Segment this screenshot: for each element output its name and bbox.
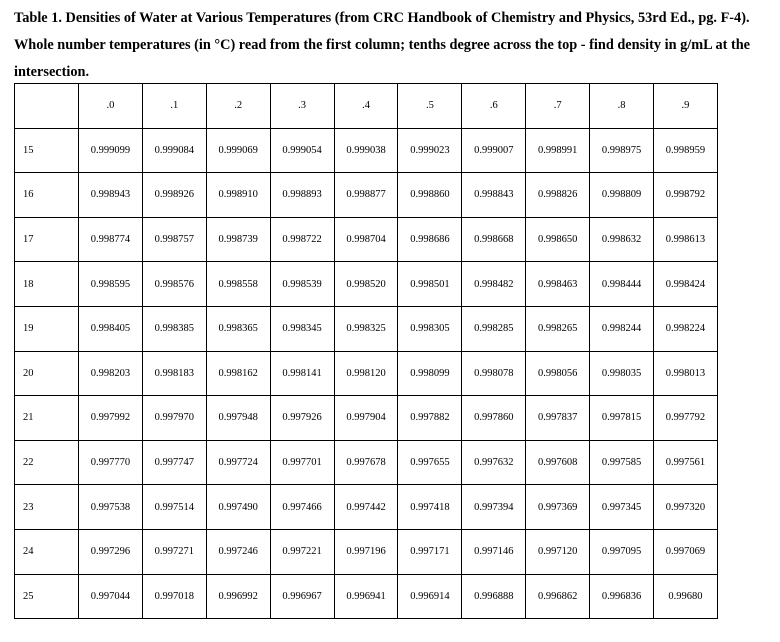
density-cell: 0.998183 [142, 351, 206, 396]
density-cell: 0.998893 [270, 173, 334, 218]
table-row [15, 217, 718, 262]
column-header: .5 [398, 84, 462, 129]
density-cell: 0.997345 [590, 485, 654, 530]
row-temperature: 22 [15, 440, 79, 485]
density-cell: 0.997018 [142, 574, 206, 619]
density-cell: 0.997271 [142, 529, 206, 574]
density-cell: 0.998013 [654, 351, 718, 396]
density-cell: 0.996914 [398, 574, 462, 619]
density-cell: 0.997196 [334, 529, 398, 574]
density-cell: 0.998224 [654, 306, 718, 351]
density-cell: 0.998877 [334, 173, 398, 218]
density-cell: 0.998792 [654, 173, 718, 218]
density-cell: 0.997044 [79, 574, 143, 619]
density-cell: 0.997561 [654, 440, 718, 485]
density-cell: 0.997608 [526, 440, 590, 485]
table-row [15, 262, 718, 307]
density-cell: 0.997069 [654, 529, 718, 574]
density-cell: 0.996941 [334, 574, 398, 619]
table-row [15, 128, 718, 173]
density-cell: 0.997171 [398, 529, 462, 574]
density-cell: 0.998650 [526, 217, 590, 262]
density-cell: 0.998757 [142, 217, 206, 262]
table-row [15, 396, 718, 441]
density-cell: 0.997701 [270, 440, 334, 485]
density-cell: 0.998959 [654, 128, 718, 173]
density-cell: 0.997538 [79, 485, 143, 530]
density-cell: 0.997837 [526, 396, 590, 441]
row-temperature: 18 [15, 262, 79, 307]
density-cell: 0.998943 [79, 173, 143, 218]
density-cell: 0.997724 [206, 440, 270, 485]
column-header: .9 [654, 84, 718, 129]
density-cell: 0.999069 [206, 128, 270, 173]
density-cell: 0.997514 [142, 485, 206, 530]
column-header: .1 [142, 84, 206, 129]
table-row [15, 574, 718, 619]
row-temperature: 25 [15, 574, 79, 619]
density-cell: 0.997146 [462, 529, 526, 574]
density-cell: 0.997120 [526, 529, 590, 574]
density-cell: 0.998975 [590, 128, 654, 173]
density-cell: 0.997585 [590, 440, 654, 485]
table-body [15, 128, 718, 619]
density-cell: 0.998405 [79, 306, 143, 351]
density-cell: 0.997747 [142, 440, 206, 485]
table-row [15, 485, 718, 530]
table-row [15, 440, 718, 485]
density-cell: 0.998056 [526, 351, 590, 396]
density-cell: 0.997926 [270, 396, 334, 441]
density-cell: 0.997770 [79, 440, 143, 485]
density-cell: 0.998162 [206, 351, 270, 396]
density-cell: 0.997815 [590, 396, 654, 441]
row-temperature: 24 [15, 529, 79, 574]
density-cell: 0.998345 [270, 306, 334, 351]
density-cell: 0.998774 [79, 217, 143, 262]
table-row [15, 351, 718, 396]
table-row [15, 529, 718, 574]
density-cell: 0.997095 [590, 529, 654, 574]
density-cell: 0.997466 [270, 485, 334, 530]
density-cell: 0.998576 [142, 262, 206, 307]
row-temperature: 21 [15, 396, 79, 441]
density-cell: 0.996836 [590, 574, 654, 619]
density-cell: 0.997221 [270, 529, 334, 574]
density-cell: 0.998613 [654, 217, 718, 262]
density-cell: 0.998265 [526, 306, 590, 351]
density-cell: 0.998595 [79, 262, 143, 307]
row-temperature: 19 [15, 306, 79, 351]
table-row [15, 173, 718, 218]
column-header: .7 [526, 84, 590, 129]
density-cell: 0.998482 [462, 262, 526, 307]
density-cell: 0.997442 [334, 485, 398, 530]
density-cell: 0.997860 [462, 396, 526, 441]
density-cell: 0.998424 [654, 262, 718, 307]
density-cell: 0.998385 [142, 306, 206, 351]
density-cell: 0.998739 [206, 217, 270, 262]
density-cell: 0.998704 [334, 217, 398, 262]
density-cell: 0.998035 [590, 351, 654, 396]
density-cell: 0.997792 [654, 396, 718, 441]
table-row [15, 306, 718, 351]
density-cell: 0.998203 [79, 351, 143, 396]
column-header: .8 [590, 84, 654, 129]
row-temperature: 17 [15, 217, 79, 262]
density-cell: 0.998444 [590, 262, 654, 307]
density-cell: 0.998991 [526, 128, 590, 173]
row-temperature: 23 [15, 485, 79, 530]
density-cell: 0.998686 [398, 217, 462, 262]
density-cell: 0.996862 [526, 574, 590, 619]
density-cell: 0.997394 [462, 485, 526, 530]
density-cell: 0.997418 [398, 485, 462, 530]
density-cell: 0.997655 [398, 440, 462, 485]
density-cell: 0.998099 [398, 351, 462, 396]
density-cell: 0.997246 [206, 529, 270, 574]
row-temperature: 16 [15, 173, 79, 218]
column-header: .3 [270, 84, 334, 129]
column-header: .4 [334, 84, 398, 129]
density-cell: 0.997882 [398, 396, 462, 441]
row-temperature: 20 [15, 351, 79, 396]
density-cell: 0.997904 [334, 396, 398, 441]
density-cell: 0.999007 [462, 128, 526, 173]
density-cell: 0.998826 [526, 173, 590, 218]
density-cell: 0.998325 [334, 306, 398, 351]
density-cell: 0.998843 [462, 173, 526, 218]
density-cell: 0.998078 [462, 351, 526, 396]
density-cell: 0.997369 [526, 485, 590, 530]
density-cell: 0.999023 [398, 128, 462, 173]
density-cell: 0.998809 [590, 173, 654, 218]
density-cell: 0.999099 [79, 128, 143, 173]
density-cell: 0.996888 [462, 574, 526, 619]
header-row [15, 84, 718, 129]
density-cell: 0.998910 [206, 173, 270, 218]
density-cell: 0.997678 [334, 440, 398, 485]
density-cell: 0.996967 [270, 574, 334, 619]
column-header: .0 [79, 84, 143, 129]
density-cell: 0.998244 [590, 306, 654, 351]
density-cell: 0.999084 [142, 128, 206, 173]
density-cell: 0.999054 [270, 128, 334, 173]
density-cell: 0.998365 [206, 306, 270, 351]
density-cell: 0.997296 [79, 529, 143, 574]
density-cell: 0.99680 [654, 574, 718, 619]
density-cell: 0.998285 [462, 306, 526, 351]
density-cell: 0.997490 [206, 485, 270, 530]
row-temperature: 15 [15, 128, 79, 173]
column-header: .6 [462, 84, 526, 129]
density-cell: 0.998539 [270, 262, 334, 307]
density-table [14, 83, 718, 619]
density-cell: 0.998141 [270, 351, 334, 396]
density-cell: 0.998520 [334, 262, 398, 307]
density-cell: 0.998926 [142, 173, 206, 218]
density-cell: 0.997632 [462, 440, 526, 485]
density-cell: 0.997948 [206, 396, 270, 441]
density-cell: 0.998632 [590, 217, 654, 262]
density-cell: 0.998501 [398, 262, 462, 307]
table-caption: Table 1. Densities of Water at Various Temperatures (from CRC Handbook of Chemistry and Physics, 53rd Ed., pg. F-4). Whole number temperatures (in °C) read from the first column; tenths degree across the top - find density in g/mL at the intersection. [14, 10, 751, 80]
density-cell: 0.998668 [462, 217, 526, 262]
density-cell: 0.998305 [398, 306, 462, 351]
density-cell: 0.996992 [206, 574, 270, 619]
density-cell: 0.997970 [142, 396, 206, 441]
density-cell: 0.997992 [79, 396, 143, 441]
density-cell: 0.997320 [654, 485, 718, 530]
corner-cell [15, 84, 79, 129]
density-cell: 0.998558 [206, 262, 270, 307]
column-header: .2 [206, 84, 270, 129]
density-cell: 0.998722 [270, 217, 334, 262]
density-cell: 0.998120 [334, 351, 398, 396]
density-cell: 0.998860 [398, 173, 462, 218]
density-cell: 0.998463 [526, 262, 590, 307]
density-cell: 0.999038 [334, 128, 398, 173]
